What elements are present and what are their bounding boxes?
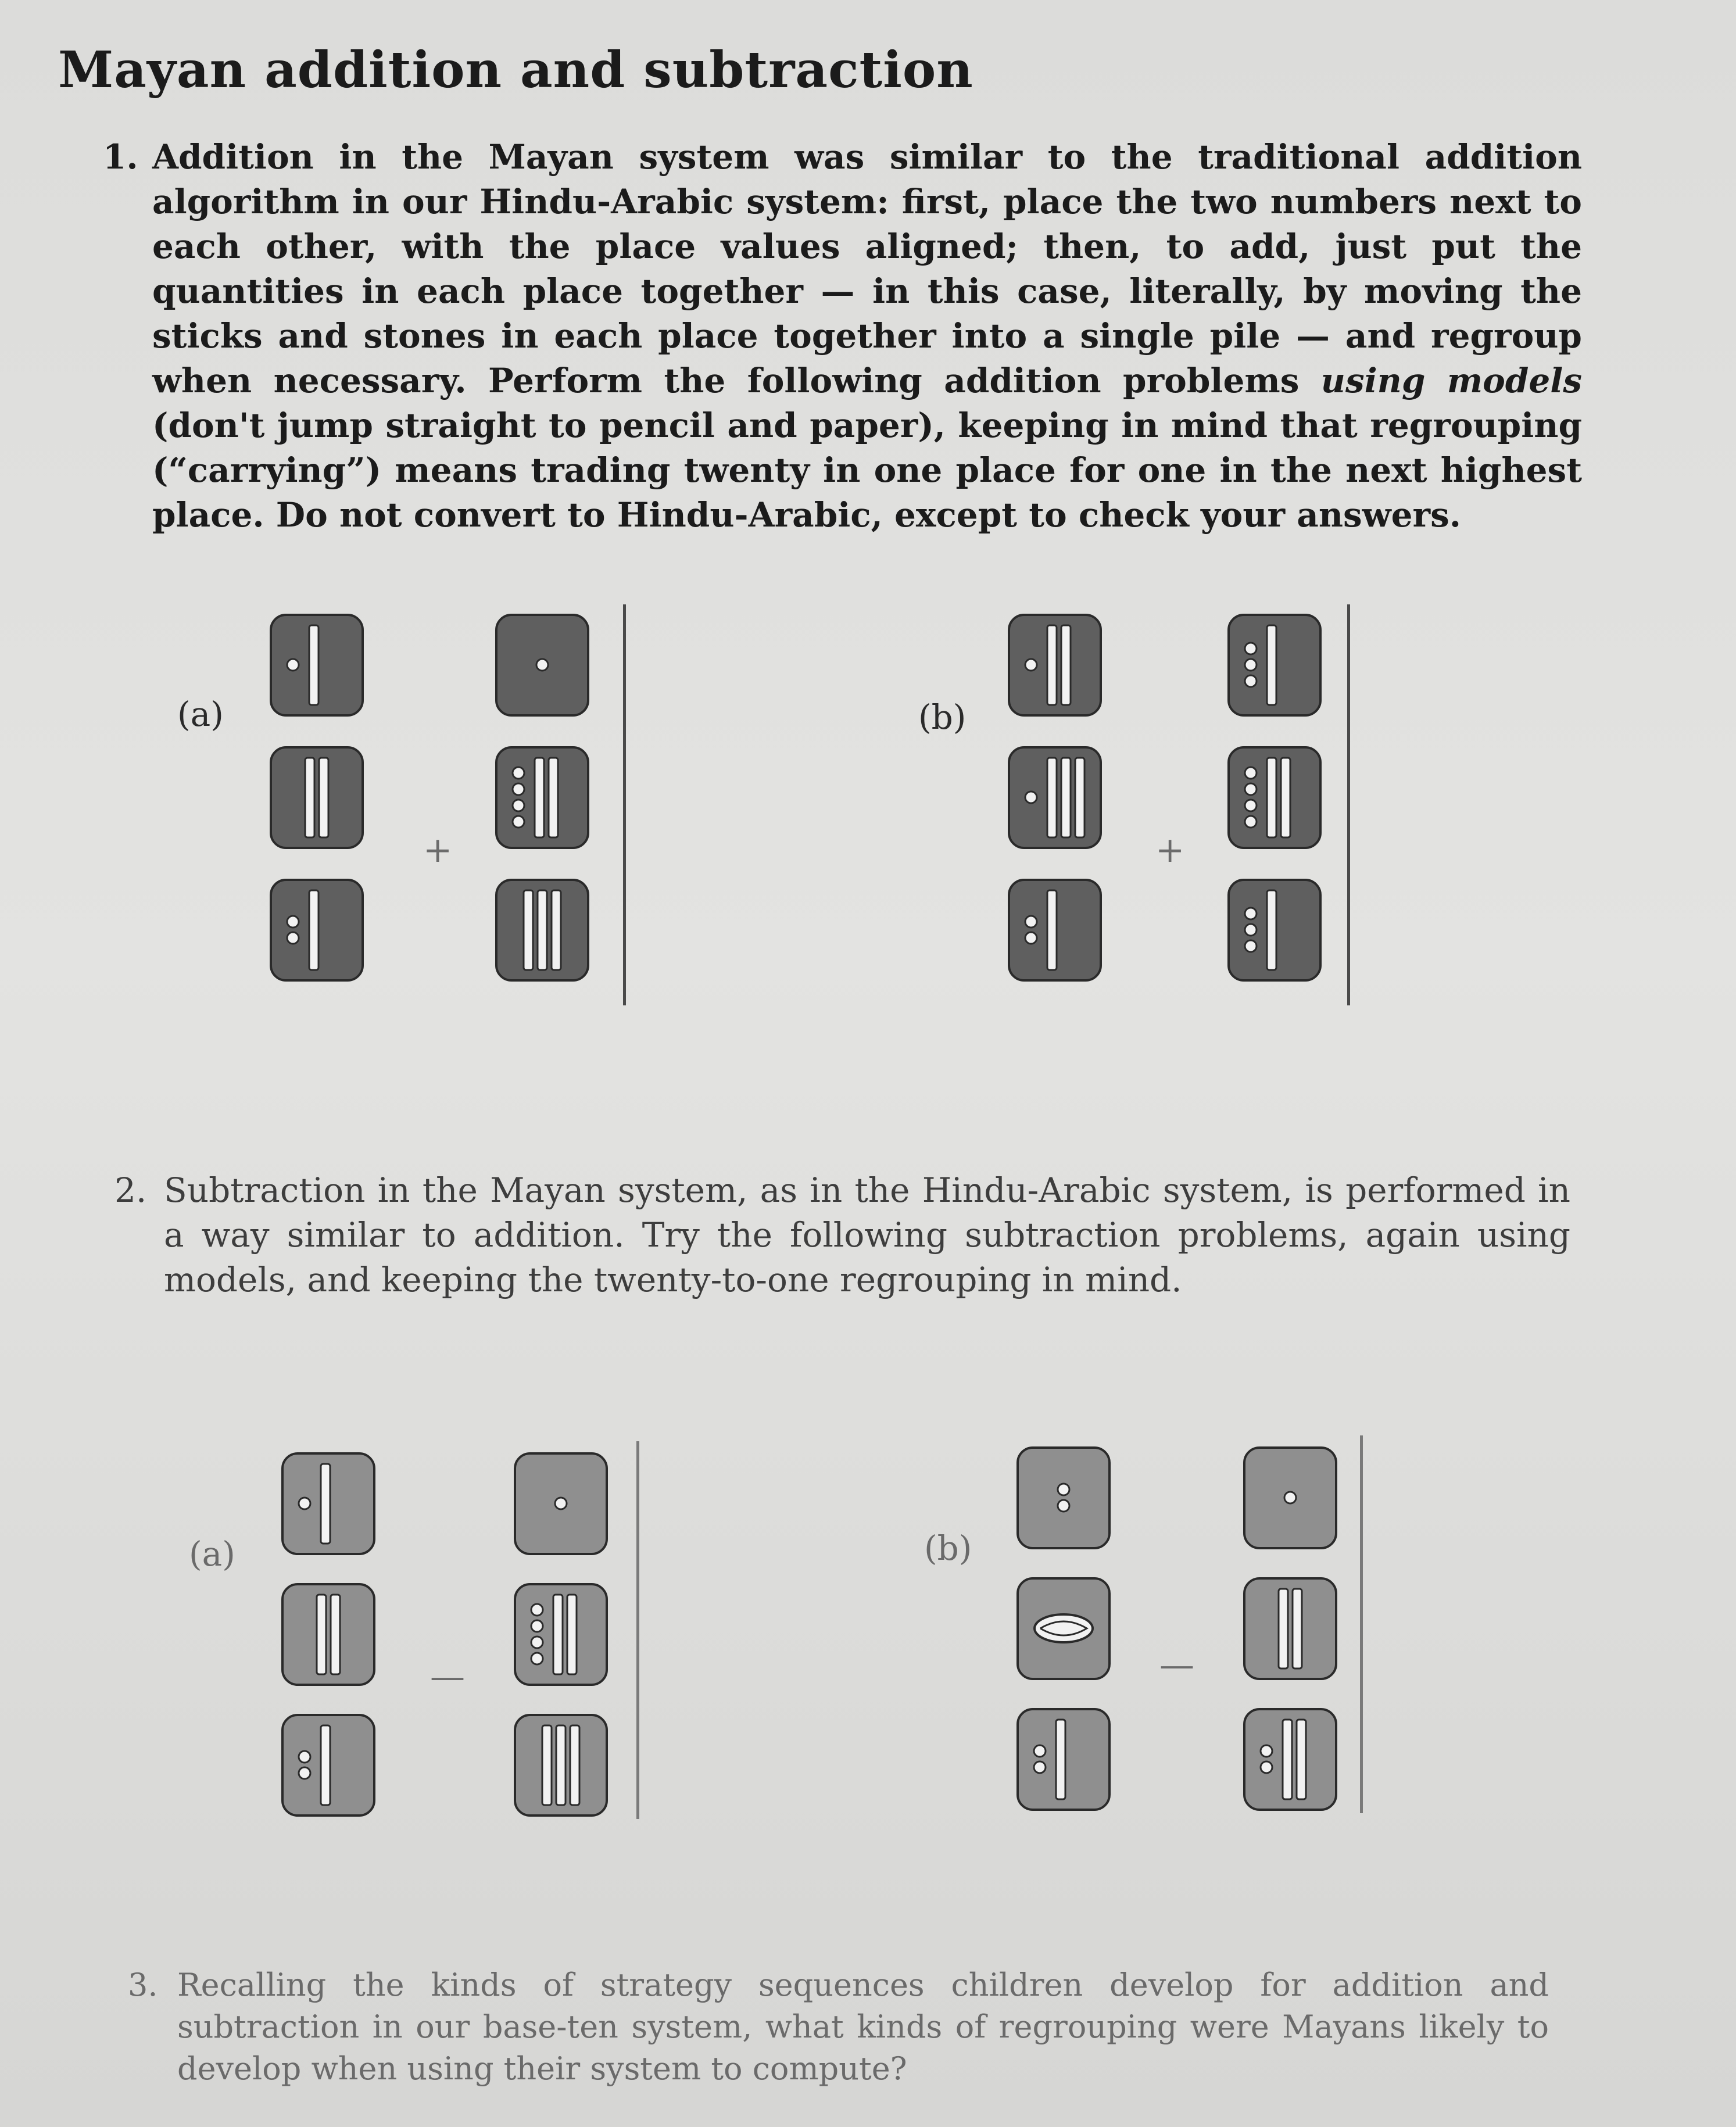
sub-a-label: (a) [189,1534,235,1574]
add-b-left-place-20 [1005,744,1104,851]
dot-one-glyph [1261,1761,1272,1773]
shell-zero-glyph [1035,1614,1093,1642]
dot-one-glyph [299,1767,310,1779]
dot-one-glyph [287,932,299,944]
sub-a-left-place-400 [279,1450,378,1557]
add-b-label: (b) [918,697,967,737]
add-b-answer-line [1347,604,1350,1005]
sub-a-left-place-20 [279,1581,378,1688]
mayan-numeral-tile [1005,876,1104,984]
dot-one-glyph [1025,792,1037,803]
bar-five-glyph [309,625,318,705]
bar-five-glyph [1267,890,1276,970]
dot-one-glyph [1245,816,1257,828]
mayan-numeral-tile [1014,1706,1113,1813]
mayan-numeral-tile [1005,744,1104,851]
dot-one-glyph [531,1620,543,1632]
problem-2 [114,1168,1570,1302]
add-b-right-place-400 [1225,611,1324,719]
bar-five-glyph [1267,625,1276,705]
bar-five-glyph [321,1464,330,1544]
sub-b-answer-line [1360,1435,1363,1813]
sub-a-right-place-1 [511,1711,610,1819]
bar-five-glyph [1293,1589,1302,1668]
tile-background [271,747,363,848]
bar-five-glyph [549,758,558,837]
mayan-numeral-tile [511,1581,610,1688]
bar-five-glyph [535,758,544,837]
mayan-numeral-tile [1225,876,1324,984]
dot-one-glyph [1034,1761,1046,1773]
tile-background [1244,1578,1336,1679]
problem-1-text-before: Addition in the Mayan system was similar to the traditional addition algorithm in our Hindu-Arabic system: first, place the two numbers next to each other, with the place values aligned; then, to add, just put the quantities in each place together — in this case, literally, by moving the sticks and stones in each place together into a single pile — and regroup when necessary. Perform the following addition problems [152,137,1582,400]
dot-one-glyph [1245,924,1257,936]
problem-1-emphasis: using models [1320,361,1582,400]
add-b-left-place-1 [1005,876,1104,984]
bar-five-glyph [1267,758,1276,837]
dot-one-glyph [1245,675,1257,687]
sub-a-operator: — [430,1656,465,1697]
dot-one-glyph [513,816,524,828]
bar-five-glyph [538,890,547,970]
bar-five-glyph [305,758,314,837]
sub-a-right-place-400 [511,1450,610,1557]
mayan-numeral-tile [1241,1444,1340,1552]
bar-five-glyph [1279,1589,1288,1668]
mayan-numeral-tile [1014,1575,1113,1682]
bar-five-glyph [317,1595,326,1674]
mayan-numeral-tile [1014,1444,1113,1552]
dot-one-glyph [1261,1745,1272,1757]
mayan-numeral-tile [1241,1575,1340,1682]
problem-2-number: 2. [114,1170,147,1210]
dot-one-glyph [555,1498,567,1509]
mayan-numeral-tile [267,876,366,984]
sub-b-left-place-1 [1014,1706,1113,1813]
dot-one-glyph [1245,800,1257,811]
bar-five-glyph [570,1725,579,1805]
bar-five-glyph [1297,1720,1306,1799]
dot-one-glyph [536,659,548,671]
add-a-right-place-400 [493,611,592,719]
sub-b-left-place-20 [1014,1575,1113,1682]
add-a-answer-line [623,604,626,1005]
mayan-numeral-tile [493,744,592,851]
problem-1-text-after: (don't jump straight to pencil and paper), keeping in mind that regrouping (“carrying”) means trading twenty in one place for one in the next highest place. Do not convert to Hindu-Arabic, except to check your answers. [152,406,1582,535]
bar-five-glyph [542,1725,552,1805]
bar-five-glyph [1283,1720,1292,1799]
problem-3-text: Recalling the kinds of strategy sequences children develop for addition and subtraction in our base-ten system, what kinds of regrouping were Mayans likely to develop when using their system to compute? [177,1967,1549,2087]
sub-b-right-place-20 [1241,1575,1340,1682]
dot-one-glyph [1025,916,1037,928]
add-a-left-place-1 [267,876,366,984]
add-a-left-place-400 [267,611,366,719]
mayan-numeral-tile [1005,611,1104,719]
sub-a-answer-line [636,1441,639,1819]
dot-one-glyph [1034,1745,1046,1757]
add-b-right-place-1 [1225,876,1324,984]
mayan-numeral-tile [267,611,366,719]
dot-one-glyph [1058,1500,1069,1512]
mayan-numeral-tile [279,1581,378,1688]
bar-five-glyph [1075,758,1084,837]
dot-one-glyph [1245,659,1257,671]
mayan-numeral-tile [493,611,592,719]
dot-one-glyph [1245,908,1257,919]
mayan-numeral-tile [1225,611,1324,719]
add-a-right-place-20 [493,744,592,851]
add-b-left-place-400 [1005,611,1104,719]
dot-one-glyph [531,1637,543,1648]
sub-b-right-place-400 [1241,1444,1340,1552]
mayan-numeral-tile [279,1450,378,1557]
dot-one-glyph [1245,767,1257,779]
bar-five-glyph [1047,758,1057,837]
tile-background [1018,1448,1109,1548]
sub-b-operator: — [1159,1645,1194,1685]
bar-five-glyph [1061,625,1071,705]
page-title: Mayan addition and subtraction [58,41,973,99]
dot-one-glyph [287,659,299,671]
problem-1 [103,135,1582,538]
dot-one-glyph [299,1751,310,1763]
mayan-numeral-tile [267,744,366,851]
dot-one-glyph [287,916,299,928]
dot-one-glyph [1025,932,1037,944]
dot-one-glyph [531,1653,543,1664]
tile-background [282,1584,374,1685]
dot-one-glyph [531,1604,543,1616]
bar-five-glyph [1047,890,1057,970]
add-a-operator: + [423,830,453,871]
mayan-numeral-tile [279,1711,378,1819]
add-b-right-place-20 [1225,744,1324,851]
add-a-label: (a) [177,694,224,734]
dot-one-glyph [1245,940,1257,952]
bar-five-glyph [524,890,533,970]
problem-3 [128,1964,1549,2090]
sub-b-right-place-1 [1241,1706,1340,1813]
dot-one-glyph [513,800,524,811]
dot-one-glyph [513,783,524,795]
sub-a-left-place-1 [279,1711,378,1819]
dot-one-glyph [1025,659,1037,671]
dot-one-glyph [513,767,524,779]
add-b-operator: + [1155,830,1185,871]
bar-five-glyph [319,758,328,837]
bar-five-glyph [1047,625,1057,705]
sub-b-label: (b) [924,1528,972,1568]
problem-2-text: Subtraction in the Mayan system, as in the Hindu-Arabic system, is performed in a way similar to addition. Try the following subtraction problems, again using models, and keeping the twenty-to-one regrouping in mind. [164,1170,1570,1299]
bar-five-glyph [1061,758,1071,837]
bar-five-glyph [321,1725,330,1805]
dot-one-glyph [1284,1492,1296,1503]
bar-five-glyph [309,890,318,970]
sub-a-right-place-20 [511,1581,610,1688]
dot-one-glyph [299,1498,310,1509]
add-a-left-place-20 [267,744,366,851]
mayan-numeral-tile [1225,744,1324,851]
bar-five-glyph [567,1595,577,1674]
mayan-numeral-tile [1241,1706,1340,1813]
mayan-numeral-tile [511,1450,610,1557]
add-a-right-place-1 [493,876,592,984]
bar-five-glyph [331,1595,340,1674]
bar-five-glyph [553,1595,563,1674]
bar-five-glyph [1056,1720,1065,1799]
problem-1-number: 1. [103,137,138,177]
bar-five-glyph [1281,758,1290,837]
dot-one-glyph [1245,783,1257,795]
dot-one-glyph [1058,1484,1069,1495]
dot-one-glyph [1245,643,1257,654]
bar-five-glyph [556,1725,565,1805]
sub-b-left-place-400 [1014,1444,1113,1552]
mayan-numeral-tile [493,876,592,984]
mayan-numeral-tile [511,1711,610,1819]
problem-3-number: 3. [128,1967,158,2003]
bar-five-glyph [552,890,561,970]
